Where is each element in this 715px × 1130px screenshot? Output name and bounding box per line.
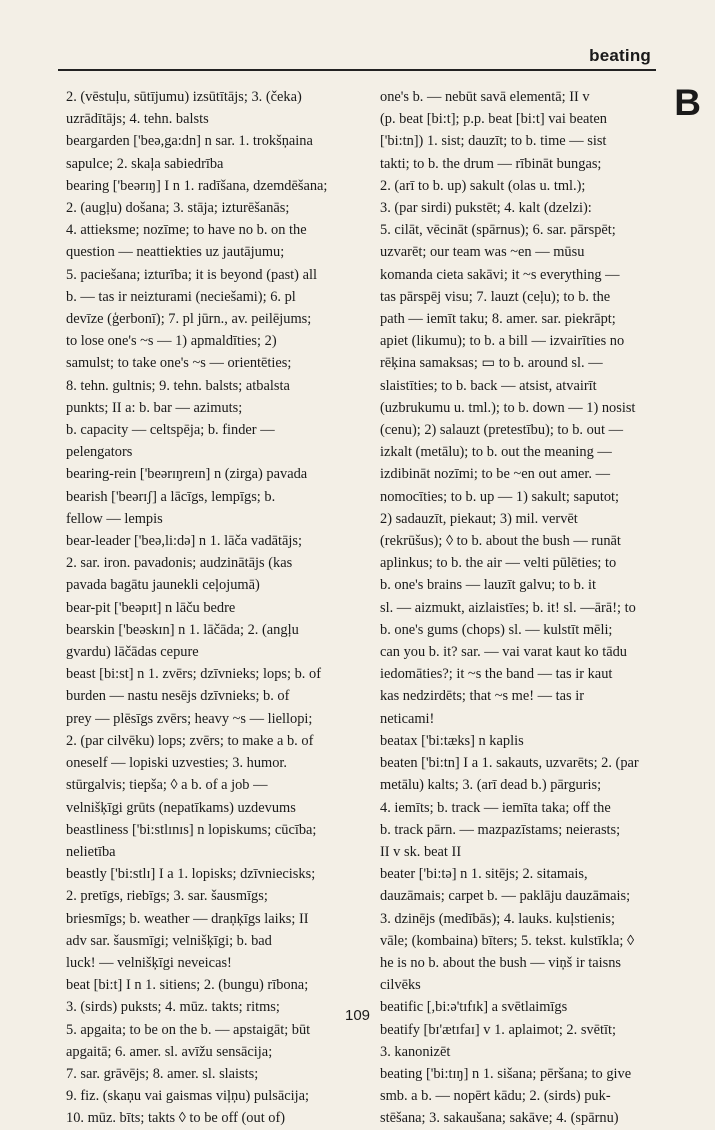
dictionary-line: uzrādītājs; 4. tehn. balsts [66, 111, 209, 128]
dictionary-line: b. one's gums (chops) sl. — kulstīt mēli; [380, 621, 613, 638]
dictionary-line: 9. fiz. (skaņu vai gaismas viļņu) pulsācija; [66, 1088, 309, 1105]
dictionary-line: aplinkus; to b. the air — velti pūlēties; to [380, 555, 617, 572]
dictionary-line: oneself — lopiski uzvesties; 3. humor. [66, 755, 288, 772]
dictionary-line: neticami! [380, 710, 435, 727]
dictionary-line: fellow — lempis [66, 510, 163, 527]
dictionary-line: stūrgalvis; tiepša; ◊ a b. of a job — [66, 777, 268, 794]
dictionary-line: b. one's brains — lauzīt galvu; to b. it [380, 577, 597, 594]
dictionary-line: path — iemīt taku; 8. amer. sar. piekrāpt; [380, 311, 616, 328]
dictionary-line: devīze (ģerbonī); 7. pl jūrn., av. peilējums; [66, 311, 312, 328]
dictionary-line: bearing-rein ['beərɪŋreɪn] n (zirga) pavada [66, 466, 308, 483]
dictionary-line: can you b. it? sar. — vai varat kaut ko tādu [380, 644, 627, 661]
dictionary-line: takti; to b. the drum — rībināt bungas; [380, 155, 602, 172]
dictionary-line: bear-leader ['beə,li:də] n 1. lāča vadātājs; [66, 533, 303, 550]
dictionary-line: one's b. — nebūt savā elementā; II v [380, 89, 590, 105]
dictionary-line: iedomāties?; it ~s the band — tas ir kaut [380, 666, 613, 683]
dictionary-line: rēķina samaksas; ▭ to b. around sl. — [380, 355, 603, 372]
dictionary-line: 5. paciešana; izturība; it is beyond (past) all [66, 266, 317, 283]
dictionary-line: izdibināt nozīmi; to be ~en out amer. — [380, 466, 610, 483]
dictionary-line: (rekrūšus); ◊ to b. about the bush — runāt [380, 533, 621, 550]
dictionary-line: samulst; to take one's ~s — orientēties; [66, 355, 292, 372]
dictionary-line: slaistīties; to b. back — atsist, atvairīt [380, 377, 597, 394]
dictionary-line: 7. sar. grāvējs; 8. amer. sl. slaists; [66, 1065, 259, 1082]
dictionary-line: briesmīgs; b. weather — draņķīgs laiks; II [66, 910, 309, 927]
dictionary-line: 3. dzinējs (medībās); 4. lauks. kuļstienis; [380, 910, 616, 927]
dictionary-line: b. — tas ir neizturami (neciešami); 6. pl [66, 288, 296, 305]
dictionary-line: b. track pārn. — mazpazīstams; neierasts; [380, 821, 621, 838]
dictionary-line: to lose one's ~s — 1) apmaldīties; 2) [66, 333, 277, 350]
dictionary-line: 3. (par sirdi) pukstēt; 4. kalt (dzelzi): [380, 200, 592, 217]
dictionary-line: beating ['bi:tɪŋ] n 1. sišana; pēršana; to give [380, 1065, 632, 1082]
dictionary-line: pelengators [66, 444, 133, 461]
dictionary-line: b. capacity — celtspēja; b. finder — [66, 422, 275, 439]
dictionary-line: 2. (vēstuļu, sūtījumu) izsūtītājs; 3. (čeka) [66, 89, 302, 105]
running-head: beating [589, 46, 651, 65]
dictionary-line: cilvēks [380, 977, 421, 994]
dictionary-line: (p. beat [bi:t]; p.p. beat [bi:t] vai beaten [380, 111, 607, 128]
dictionary-line: tas pārspēj visu; 7. lauzt (ceļu); to b. the [380, 288, 611, 305]
dictionary-line: 2. (arī to b. up) sakult (olas u. tml.); [380, 177, 586, 194]
dictionary-line: sl. — aizmukt, aizlaistīes; b. it! sl. —ārā!; to [380, 599, 636, 616]
dictionary-line: beatify [bɪ'ætɪfaɪ] v 1. aplaimot; 2. svētīt; [380, 1021, 616, 1038]
dictionary-line: gvardu) lāčādas cepure [66, 644, 199, 661]
dictionary-line: komanda cieta sakāvi; it ~s everything — [380, 266, 620, 283]
dictionary-line: bear-pit ['beəpɪt] n lāču bedre [66, 599, 236, 616]
dictionary-line: question — neattiekties uz jautājumu; [66, 244, 285, 261]
dictionary-line: luck! — velnišķīgi neveicas! [66, 954, 232, 971]
dictionary-line: beatific [,bi:ə'tɪfɪk] a svētlaimīgs [380, 999, 568, 1016]
dictionary-line: (uzbrukumu u. tml.); to b. down — 1) nosist [380, 399, 636, 416]
dictionary-line: smb. a b. — nopērt kādu; 2. (sirds) puk- [380, 1088, 611, 1105]
dictionary-line: nomocīties; to b. up — 1) sakult; saputot; [380, 488, 620, 505]
dictionary-line: punkts; II a: b. bar — azimuts; [66, 399, 243, 416]
dictionary-line: pavada bagātu jaunekli ceļojumā) [66, 577, 260, 594]
dictionary-line: 5. cilāt, vēcināt (spārnus); 6. sar. pārspēt; [380, 222, 616, 239]
dictionary-line: kas nedzirdēts; that ~s me! — tas ir [380, 688, 585, 705]
dictionary-line: bearing ['beərɪŋ] I n 1. radīšana, dzemdēšana; [66, 177, 328, 194]
dictionary-line: nelietība [66, 843, 116, 860]
dictionary-line: apgaitā; 6. amer. sl. avīžu sensācija; [66, 1043, 273, 1060]
dictionary-line: uzvarēt; our team was ~en — mūsu [380, 244, 585, 261]
dictionary-line: beaten ['bi:tn] I a 1. sakauts, uzvarēts; 2. (par [380, 755, 639, 772]
dictionary-line: bearish ['beərɪʃ] a lācīgs, lempīgs; b. [66, 488, 276, 505]
dictionary-line: beastliness ['bi:stlɪnɪs] n lopiskums; cūcība; [66, 821, 317, 838]
dictionary-line: ['bi:tn]) 1. sist; dauzīt; to b. time — sist [380, 133, 607, 150]
dictionary-line: 2. sar. iron. pavadonis; audzinātājs (kas [66, 555, 293, 572]
page-number: 109 [344, 1007, 371, 1024]
dictionary-line: 10. mūz. bīts; takts ◊ to be off (out of) [66, 1110, 286, 1127]
dictionary-line: beater ['bi:tə] n 1. sitējs; 2. sitamais, [380, 866, 588, 883]
dictionary-line: beastly ['bi:stlɪ] I a 1. lopisks; dzīvniecisks; [66, 866, 316, 883]
dictionary-line: 2. (par cilvēku) lops; zvērs; to make a b. of [66, 732, 314, 749]
dictionary-line: beargarden ['beə,ga:dn] n sar. 1. trokšņaina [66, 133, 313, 150]
dictionary-line: beatax ['bi:tæks] n kaplis [380, 732, 524, 749]
dictionary-line: 5. apgaita; to be on the b. — apstaigāt; būt [66, 1021, 311, 1038]
dictionary-line: 3. kanonizēt [380, 1043, 451, 1060]
dictionary-line: beast [bi:st] n 1. zvērs; dzīvnieks; lops; b. of [66, 666, 321, 683]
dictionary-line: metālu) kalts; 3. (arī dead b.) pārguris; [380, 777, 602, 794]
dictionary-line: 4. iemīts; b. track — iemīta taka; off the [380, 799, 611, 816]
dictionary-line: bearskin ['beəskɪn] n 1. lāčāda; 2. (angļu [66, 621, 299, 638]
dictionary-line: burden — nastu nesējs dzīvnieks; b. of [66, 688, 290, 705]
dictionary-line: 2. pretīgs, riebīgs; 3. sar. šausmīgs; [66, 888, 268, 905]
dictionary-line: vāle; (kombaina) bīters; 5. tekst. kulstīkla; ◊ [380, 932, 635, 949]
dictionary-line: stēšana; 3. sakaušana; sakāve; 4. (spārnu) [380, 1110, 619, 1127]
dictionary-line: 4. attieksme; nozīme; to have no b. on the [66, 222, 307, 239]
dictionary-line: 2) sadauzīt, piekaut; 3) mil. vervēt [380, 510, 578, 527]
dictionary-line: 8. tehn. gultnis; 9. tehn. balsts; atbalsta [66, 377, 290, 394]
dictionary-line: prey — plēsīgs zvērs; heavy ~s — liellopi; [66, 710, 313, 727]
dictionary-line: beat [bi:t] I n 1. sitiens; 2. (bungu) rībona; [66, 977, 309, 994]
right-column [380, 86, 655, 1130]
dictionary-line: 2. (augļu) došana; 3. stāja; izturēšanās; [66, 200, 290, 217]
dictionary-line: (cenu); 2) salauzt (pretestību); to b. out — [380, 422, 623, 439]
thumb-index-letter: B [674, 82, 701, 123]
dictionary-line: dauzāmais; carpet b. — paklāju dauzāmais; [380, 888, 631, 905]
dictionary-line: II v sk. beat II [380, 843, 462, 860]
dictionary-line: 3. (sirds) puksts; 4. mūz. takts; ritms; [66, 999, 280, 1016]
dictionary-line: izkalt (metālu); to b. out the meaning — [380, 444, 612, 461]
left-column [66, 86, 346, 1130]
dictionary-line: he is no b. about the bush — viņš ir taisns [380, 954, 622, 971]
dictionary-line: sapulce; 2. skaļa sabiedrība [66, 155, 224, 172]
dictionary-line: apiet (likumu); to b. a bill — izvairīties no [380, 333, 625, 350]
dictionary-line: adv sar. šausmīgi; velnišķīgi; b. bad [66, 932, 272, 949]
header-rule [58, 69, 656, 71]
dictionary-line: velnišķīgi grūts (nepatīkams) uzdevums [66, 799, 296, 816]
